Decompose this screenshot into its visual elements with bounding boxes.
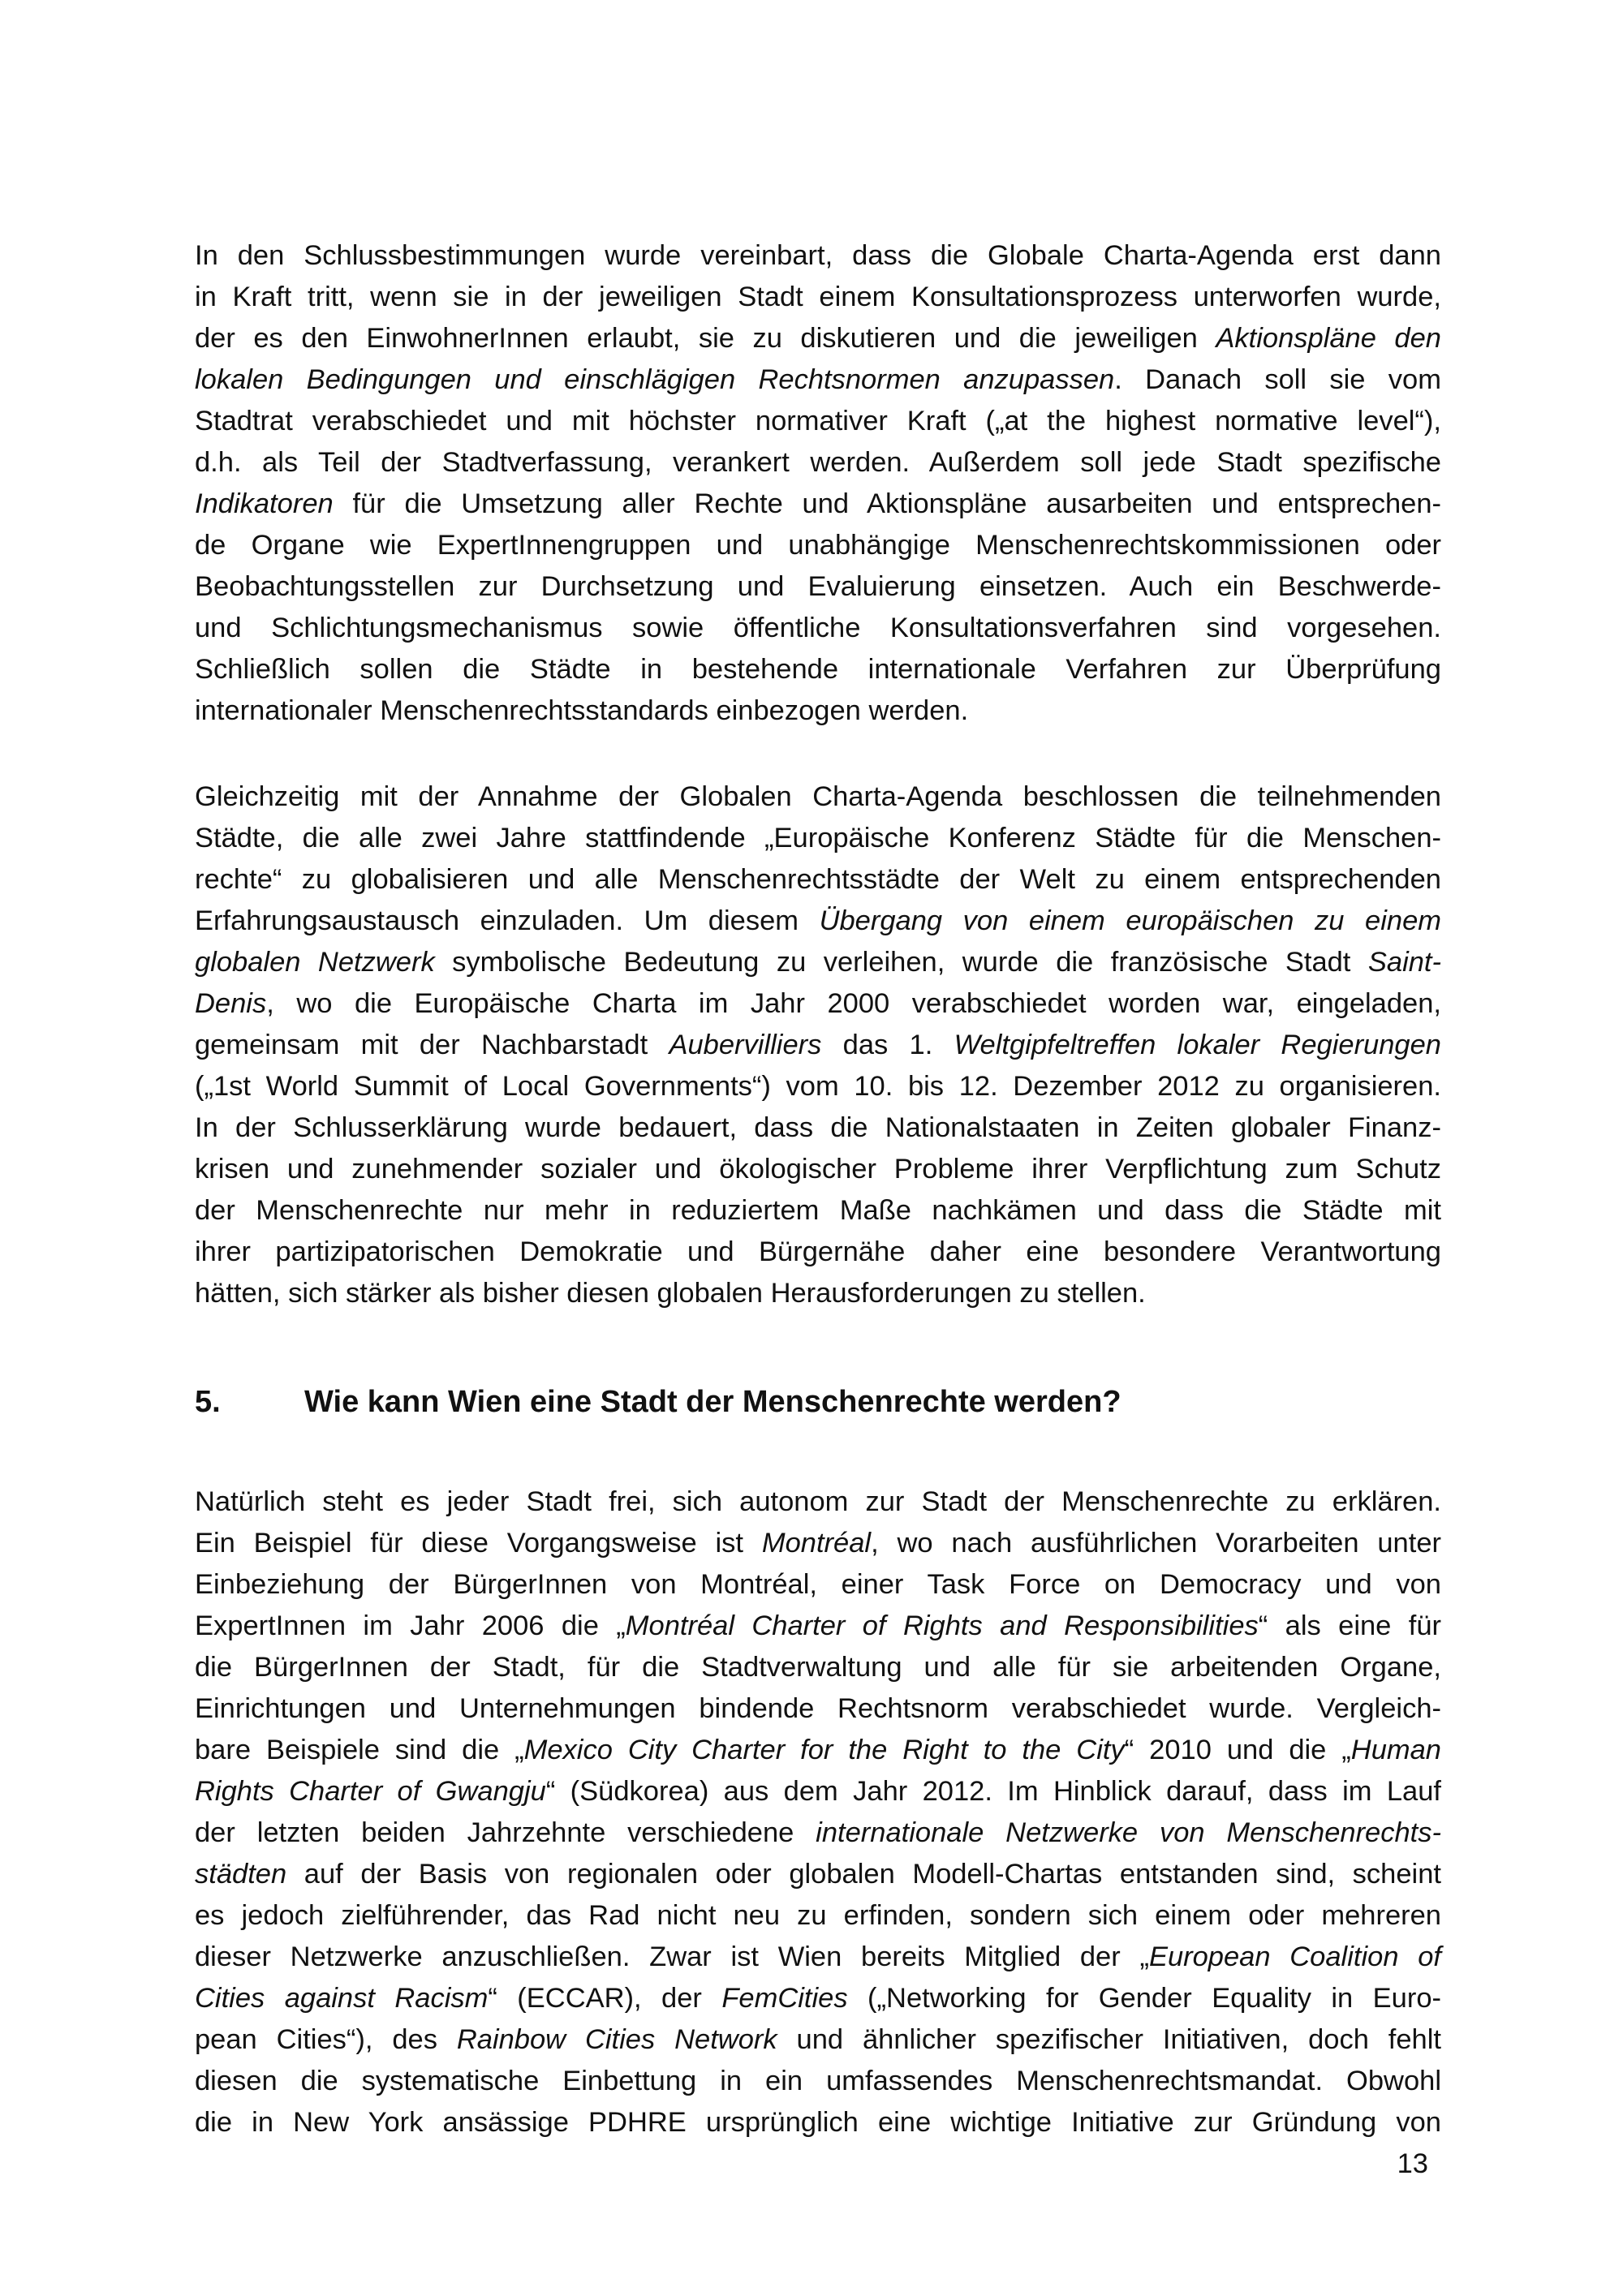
text-line — [195, 983, 1441, 1025]
text-run: krisen und zunehmender sozialer und ökologischer Probleme ihrer Verpflichtung zum Schutz — [195, 1154, 1441, 1185]
text-line — [195, 1730, 1441, 1771]
text-run: Einbeziehung der BürgerInnen von Montréal, einer Task Force on Democracy und von — [195, 1569, 1441, 1600]
section-title: Wie kann Wien eine Stadt der Menschenrechte werden? — [304, 1385, 1121, 1419]
text-line — [195, 1107, 1441, 1149]
text-line — [195, 1149, 1441, 1190]
text-line — [195, 1812, 1441, 1854]
text-run: Einrichtungen und Unternehmungen bindende Rechtsnorm verabschiedet wurde. Vergleich- — [195, 1693, 1441, 1724]
text-line — [195, 566, 1441, 608]
text-run: Gleichzeitig mit der Annahme der Globalen Charta-Agenda beschlossen die teilnehmenden — [195, 781, 1441, 812]
text-run: rechte“ zu globalisieren und alle Menschenrechtsstädte der Welt zu einem entsprechenden — [195, 864, 1441, 895]
italic-text: Mexico City Charter for the Right to the City — [523, 1735, 1125, 1765]
text-line — [195, 1895, 1441, 1937]
italic-text: Cities against Racism — [195, 1983, 489, 2014]
text-run: “ (ECCAR), der — [488, 1983, 722, 2014]
text-run: die BürgerInnen der Stadt, für die Stadtverwaltung und alle für sie arbeitenden Organe, — [195, 1652, 1441, 1683]
text-line — [195, 1688, 1441, 1730]
text-run: Stadtrat verabschiedet und mit höchster normativer Kraft („at the highest normative level“), — [195, 406, 1441, 436]
text-run: In den Schlussbestimmungen wurde vereinbart, dass die Globale Charta-Agenda erst dann — [195, 240, 1441, 271]
italic-text: European Coalition of — [1148, 1941, 1442, 1972]
text-line — [195, 2061, 1441, 2102]
text-line — [195, 942, 1441, 983]
italic-text: globalen Netzwerk — [195, 947, 435, 978]
text-line — [195, 818, 1441, 859]
italic-text: lokalen Bedingungen und einschlägigen Rechtsnormen anzupassen — [195, 364, 1115, 395]
text-run: “ als eine für — [1258, 1610, 1442, 1641]
text-run: es jedoch zielführender, das Rad nicht neu zu erfinden, sondern sich einem oder mehreren — [195, 1900, 1441, 1931]
text-line — [195, 1854, 1441, 1895]
text-line — [195, 442, 1441, 484]
section-number: 5. — [195, 1385, 221, 1419]
text-run: der es den EinwohnerInnen erlaubt, sie zu diskutieren und die jeweiligen — [195, 323, 1216, 354]
text-line — [195, 401, 1441, 442]
italic-text: städten — [195, 1859, 287, 1890]
text-run: und Schlichtungsmechanismus sowie öffentliche Konsultationsverfahren sind vorgesehen. — [195, 613, 1441, 643]
text-run: die in New York ansässige PDHRE ursprünglich eine wichtige Initiative zur Gründung von — [195, 2107, 1441, 2138]
text-line — [195, 1647, 1441, 1688]
text-line — [195, 2019, 1441, 2061]
italic-text: Human — [1350, 1735, 1441, 1765]
text-line — [195, 1606, 1441, 1647]
text-run: Natürlich steht es jeder Stadt frei, sich autonom zur Stadt der Menschenrechte zu erklären. — [195, 1486, 1441, 1517]
text-line — [195, 484, 1441, 525]
text-run: Ein Beispiel für diese Vorgangsweise ist — [195, 1528, 762, 1559]
paragraph-world-summit — [195, 776, 1441, 1314]
text-line — [195, 1232, 1441, 1273]
text-line — [195, 525, 1441, 566]
text-run: („Networking for Gender Equality in Euro- — [847, 1983, 1442, 2014]
text-run: symbolische Bedeutung zu verleihen, wurde die französische Stadt — [434, 947, 1368, 978]
paragraph-final-provisions — [195, 235, 1441, 732]
text-line — [195, 277, 1441, 318]
text-line — [195, 1523, 1441, 1564]
text-run: “ (Südkorea) aus dem Jahr 2012. Im Hinblick darauf, dass im Lauf — [545, 1776, 1441, 1807]
text-line — [195, 1066, 1441, 1107]
text-run: bare Beispiele sind die „ — [195, 1735, 524, 1765]
text-run: diesen die systematische Einbettung in ein umfassendes Menschenrechtsmandat. Obwohl — [195, 2066, 1441, 2096]
text-run: der Menschenrechte nur mehr in reduziertem Maße nachkämen und dass die Städte mit — [195, 1195, 1441, 1226]
text-run: Erfahrungsaustausch einzuladen. Um diesem — [195, 905, 820, 936]
text-run: , wo die Europäische Charta im Jahr 2000 verabschiedet worden war, eingeladen, — [266, 988, 1441, 1019]
text-run: Beobachtungsstellen zur Durchsetzung und Evaluierung einsetzen. Auch ein Beschwerde- — [195, 571, 1441, 602]
text-line — [195, 1190, 1441, 1232]
text-line — [195, 608, 1441, 649]
text-run: d.h. als Teil der Stadtverfassung, verankert werden. Außerdem soll jede Stadt spezifische — [195, 447, 1441, 478]
italic-text: Aubervilliers — [669, 1030, 822, 1060]
text-line — [195, 1025, 1441, 1066]
text-line — [195, 1273, 1441, 1314]
text-run: gemeinsam mit der Nachbarstadt — [195, 1030, 669, 1060]
text-line — [195, 649, 1441, 690]
text-run: ihrer partizipatorischen Demokratie und Bürgernähe daher eine besondere Verantwortung — [195, 1236, 1441, 1267]
italic-text: Saint- — [1367, 947, 1441, 978]
text-line — [195, 859, 1441, 901]
italic-text: Denis — [195, 988, 267, 1019]
text-run: („1st World Summit of Local Governments“) vom 10. bis 12. Dezember 2012 zu organisieren. — [195, 1071, 1441, 1102]
text-run: ExpertInnen im Jahr 2006 die „ — [195, 1610, 626, 1641]
page-number: 13 — [1397, 2148, 1428, 2179]
text-run: auf der Basis von regionalen oder globalen Modell-Chartas entstanden sind, scheint — [286, 1859, 1441, 1890]
italic-text: internationale Netzwerke von Menschenrechts- — [816, 1817, 1442, 1848]
section-heading — [195, 1381, 1121, 1423]
text-run: in Kraft tritt, wenn sie in der jeweiligen Stadt einem Konsultationsprozess unterworfen wurde, — [195, 282, 1441, 312]
text-line — [195, 2102, 1441, 2143]
text-run: dieser Netzwerke anzuschließen. Zwar ist Wien bereits Mitglied der „ — [195, 1941, 1149, 1972]
italic-text: Übergang von einem europäischen zu einem — [819, 905, 1441, 936]
italic-text: Montréal — [761, 1528, 872, 1559]
text-run: In der Schlusserklärung wurde bedauert, dass die Nationalstaaten in Zeiten globaler Finanz- — [195, 1112, 1441, 1143]
text-line — [195, 318, 1441, 359]
text-line — [195, 235, 1441, 277]
text-line — [195, 1978, 1441, 2019]
text-run: “ 2010 und die „ — [1124, 1735, 1351, 1765]
italic-text: FemCities — [721, 1983, 848, 2014]
text-line — [195, 1564, 1441, 1606]
text-run: hätten, sich stärker als bisher diesen globalen Herausforderungen zu stellen. — [195, 1278, 1146, 1309]
text-run: de Organe wie ExpertInnengruppen und unabhängige Menschenrechtskommissionen oder — [195, 530, 1441, 561]
text-run: pean Cities“), des — [195, 2024, 457, 2055]
text-line — [195, 690, 1441, 732]
text-run: . Danach soll sie vom — [1114, 364, 1441, 395]
italic-text: Montréal Charter of Rights and Responsibilities — [625, 1610, 1259, 1641]
italic-text: Rights Charter of Gwangju — [195, 1776, 546, 1807]
text-run: internationaler Menschenrechtsstandards einbezogen werden. — [195, 695, 969, 726]
text-run: für die Umsetzung aller Rechte und Aktionspläne ausarbeiten und entsprechen- — [333, 488, 1441, 519]
italic-text: Weltgipfeltreffen lokaler Regierungen — [954, 1030, 1441, 1060]
text-run: , wo nach ausführlichen Vorarbeiten unter — [871, 1528, 1441, 1559]
text-line — [195, 1937, 1441, 1978]
text-line — [195, 1481, 1441, 1523]
text-run: der letzten beiden Jahrzehnte verschiedene — [195, 1817, 816, 1848]
paragraph-vienna-options — [195, 1481, 1441, 2143]
text-run: das 1. — [821, 1030, 954, 1060]
text-line — [195, 1771, 1441, 1812]
italic-text: Indikatoren — [195, 488, 334, 519]
text-run: Städte, die alle zwei Jahre stattfindende „Europäische Konferenz Städte für die Menschen- — [195, 823, 1441, 853]
italic-text: Rainbow Cities Network — [456, 2024, 777, 2055]
text-line — [195, 776, 1441, 818]
text-line — [195, 359, 1441, 401]
text-run: und ähnlicher spezifischer Initiativen, doch fehlt — [777, 2024, 1441, 2055]
italic-text: Aktionspläne den — [1216, 323, 1441, 354]
text-run: Schließlich sollen die Städte in bestehende internationale Verfahren zur Überprüfung — [195, 654, 1441, 685]
text-line — [195, 901, 1441, 942]
